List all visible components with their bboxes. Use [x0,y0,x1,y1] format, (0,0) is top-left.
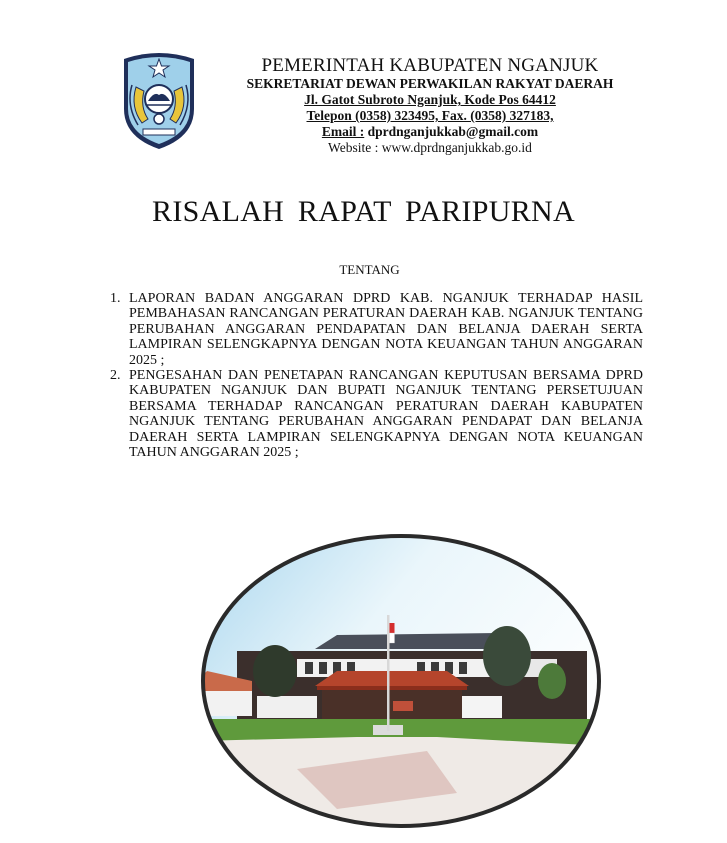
email-label: Email : [321,124,365,139]
agenda-item [110,291,643,368]
item-text: LAPORAN BADAN ANGGARAN DPRD KAB. NGANJUK TERHADAP HASIL PEMBAHASAN RANCANGAN PERATURAN DAERAH KAB. NGANJUK TENTANG PERUBAHAN ANGGARAN PENDAPATAN DAN BELANJA DAERAH SERTA LAMPIRAN SELENGKAPNYA DENGAN NOTA KEUANGAN TAHUN ANGGARAN 2025 ; [129,291,643,368]
agenda-list [110,291,643,460]
secretariat-name: SEKRETARIAT DEWAN PERWAKILAN RAKYAT DAERAH [246,76,614,91]
item-number: 2. [110,368,121,384]
address: Jl. Gatot Subroto Nganjuk, Kode Pos 64412 [304,92,556,107]
agenda-item [110,368,643,460]
document-title: RISALAH RAPAT PARIPURNA [152,195,575,228]
government-name: PEMERINTAH KABUPATEN NGANJUK [261,55,599,76]
item-number: 1. [110,291,121,306]
email-line [200,124,660,140]
building-photo [197,531,605,831]
phone-fax: Telepon (0358) 323495, Fax. (0358) 327183, [306,108,554,123]
document-subtitle: TENTANG [339,262,400,277]
letterhead [200,55,660,156]
email-value: dprdnganjukkab@gmail.com [364,124,539,139]
item-text: PENGESAHAN DAN PENETAPAN RANCANGAN KEPUTUSAN BERSAMA DPRD KABUPATEN NGANJUK DAN BUPATI NGANJUK TENTANG PERSETUJUAN BERSAMA TERHADAP RANCANGAN PERATURAN DAERAH KABUPATEN NGANJUK TENTANG PERUBAHAN ANGGARAN PENDAPAT DAN BELANJA DAERAH SERTA LAMPIRAN SELENGKAPNYA DENGAN NOTA KEUANGAN TAHUN ANGGARAN 2025 ; [129,368,643,461]
kabupaten-emblem-icon [118,49,200,151]
website: Website : www.dprdnganjukkab.go.id [328,140,532,155]
